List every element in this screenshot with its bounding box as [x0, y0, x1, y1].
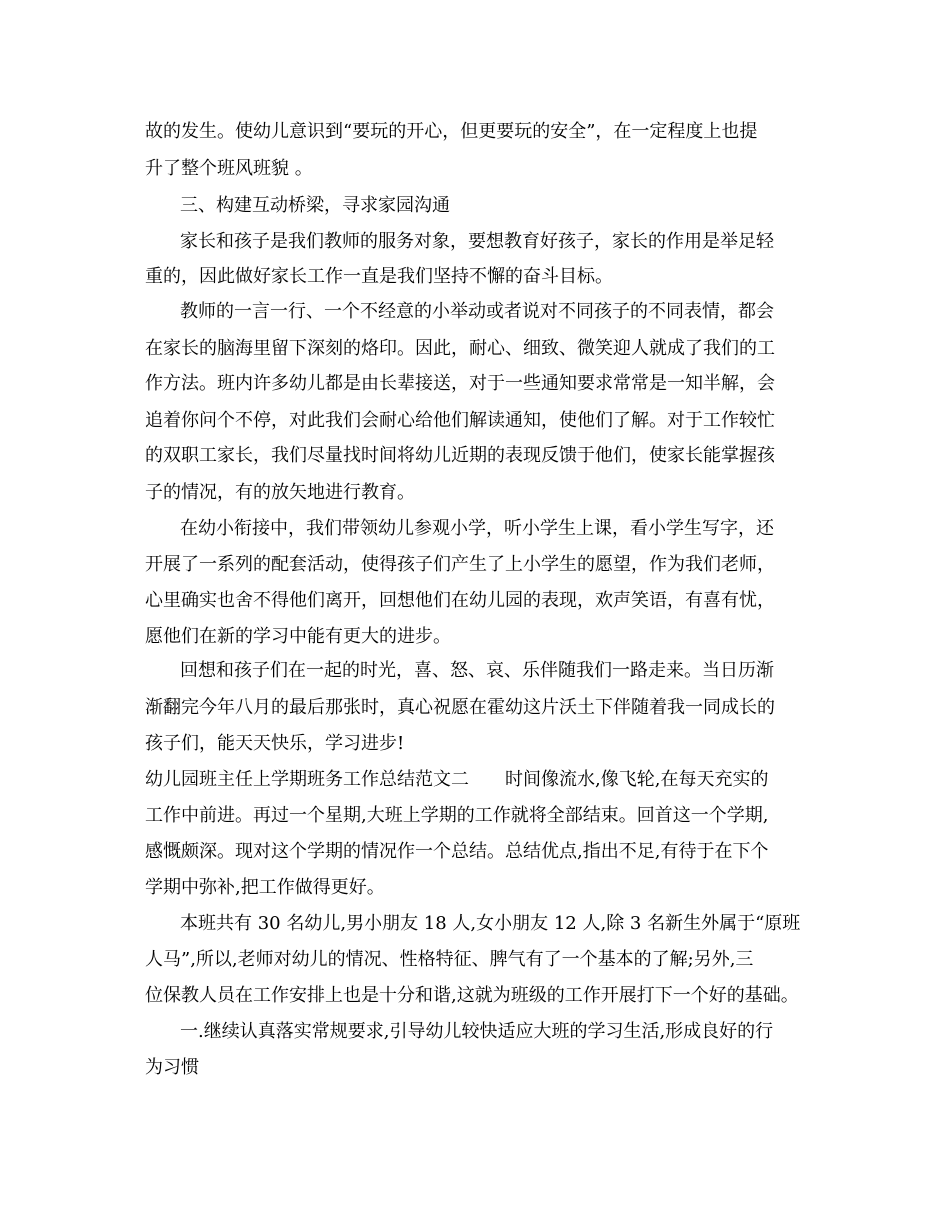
- text-line: 开展了一系列的配套活动，使得孩子们产生了上小学生的愿望，作为我们老师，: [145, 554, 775, 575]
- text-line: 在幼小衔接中，我们带领幼儿参观小学，听小学生上课，看小学生写字，还: [180, 518, 774, 539]
- text-line: 的双职工家长，我们尽量找时间将幼儿近期的表现反馈于他们，使家长能掌握孩: [145, 445, 775, 466]
- text-line: 工作中前进。再过一个星期,大班上学期的工作就将全部结束。回首这一个学期,: [145, 805, 769, 826]
- text-line: 渐翻完今年八月的最后那张时，真心祝愿在霍幼这片沃土下伴随着我一同成长的: [145, 697, 775, 718]
- text-line: 子的情况，有的放矢地进行教育。: [145, 482, 415, 503]
- article-title-line: 幼儿园班主任上学期班务工作总结范文二 时间像流水,像飞轮,在每天充实的: [145, 769, 769, 790]
- text-line: 感慨颇深。现对这个学期的情况作一个总结。总结优点,指出不足,有待于在下个: [145, 841, 769, 862]
- text-line: 人马”,所以,老师对幼儿的情况、性格特征、脾气有了一个基本的了解;另外,三: [145, 949, 754, 970]
- text-line: 升了整个班风班貌 。: [145, 158, 313, 179]
- text-line: 作方法。班内许多幼儿都是由长辈接送，对于一些通知要求常常是一知半解，会: [145, 373, 775, 394]
- text-line: 孩子们，能天天快乐，学习进步!: [145, 733, 405, 754]
- text-line: 家长和孩子是我们教师的服务对象，要想教育好孩子，家长的作用是举足轻: [180, 231, 774, 252]
- text-line: 心里确实也舍不得他们离开，回想他们在幼儿园的表现，欢声笑语，有喜有忧，: [145, 590, 775, 611]
- text-line: 为习惯: [145, 1057, 199, 1078]
- text-line: 学期中弥补,把工作做得更好。: [145, 877, 385, 898]
- text-line: 位保教人员在工作安排上也是十分和谐,这就为班级的工作开展打下一个好的基础。: [145, 985, 799, 1006]
- text-line: 愿他们在新的学习中能有更大的进步。: [145, 626, 451, 647]
- text-line: 回想和孩子们在一起的时光，喜、怒、哀、乐伴随我们一路走来。当日历渐: [180, 660, 774, 681]
- section-heading: 三、构建互动桥梁，寻求家园沟通: [180, 195, 450, 216]
- text-line: 重的，因此做好家长工作一直是我们坚持不懈的奋斗目标。: [145, 266, 613, 287]
- text-line: 本班共有 30 名幼儿,男小朋友 18 人,女小朋友 12 人,除 3 名新生外属于“原班: [180, 913, 801, 934]
- text-line: 教师的一言一行、一个不经意的小举动或者说对不同孩子的不同表情，都会: [180, 301, 774, 322]
- text-line: 追着你问个不停，对此我们会耐心给他们解读通知，使他们了解。对于工作较忙: [145, 410, 775, 431]
- text-line: 在家长的脑海里留下深刻的烙印。因此，耐心、细致、微笑迎人就成了我们的工: [145, 338, 775, 359]
- text-line: 一.继续认真落实常规要求,引导幼儿较快适应大班的学习生活,形成良好的行: [180, 1021, 774, 1042]
- text-line: 故的发生。使幼儿意识到“要玩的开心，但更要玩的安全”，在一定程度上也提: [145, 121, 758, 142]
